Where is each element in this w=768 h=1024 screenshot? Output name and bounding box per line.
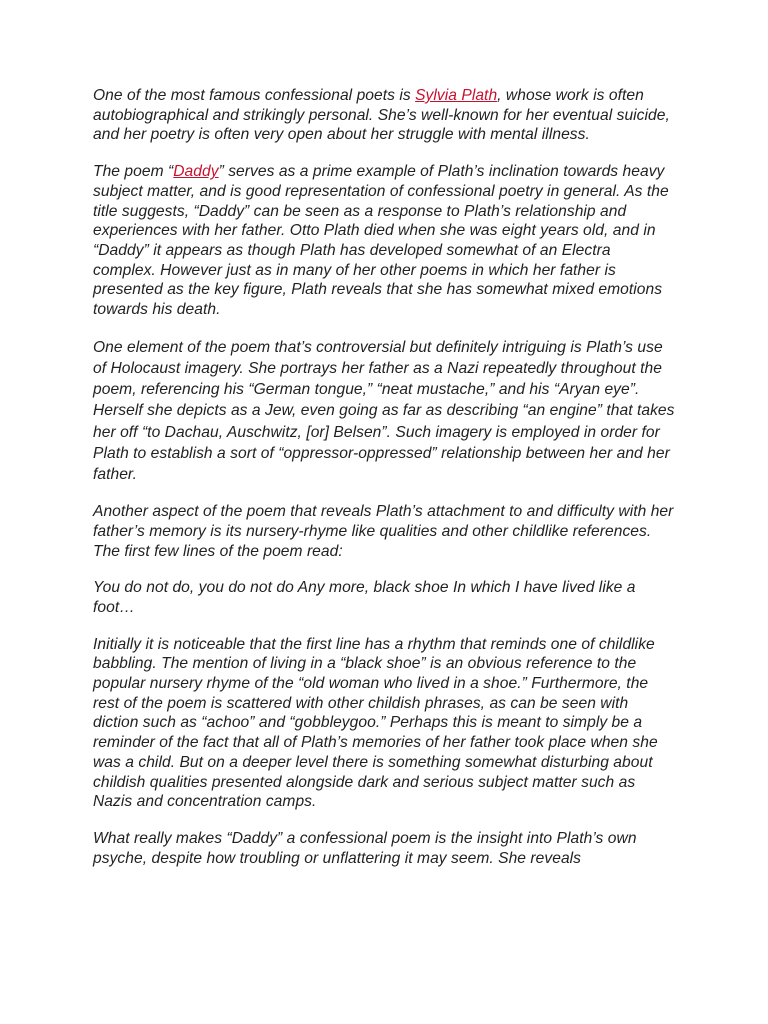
paragraph-daddy (93, 162, 675, 320)
paragraph-daddy-text-before: The poem “ (93, 163, 174, 181)
paragraph-intro (93, 86, 675, 145)
paragraph-daddy-text-after: ” serves as a prime example of Plath’s inclination towards heavy subject matter, and is good representation of confessional poetry in general. As the title suggests, “Daddy” can be seen as a response to Plath’s relationship and experiences with her father. Otto Plath died when she was eight years old, and in “Daddy” it appears as though Plath has developed somewhat of an Electra complex. However just as in many of her other poems in which her father is presented as the key figure, Plath reveals that she has somewhat mixed emotions towards his death. (93, 163, 669, 319)
sylvia-plath-link[interactable]: Sylvia Plath (415, 87, 498, 104)
daddy-link[interactable]: Daddy (173, 163, 219, 181)
paragraph-intro-text-after: , whose work is often autobiographical and strikingly personal. She’s well-known for her eventual suicide, and her poetry is often very open about her struggle with mental illness. (93, 87, 670, 144)
paragraph-holocaust-imagery: One element of the poem that’s controversial but definitely intriguing is Plath’s use of Holocaust imagery. She portrays her father as a Nazi repeatedly throughout the poem, referencing his “German tongue,” “neat mustache,” and his “Aryan eye”. Herself she depicts as a Jew, even going as far as describing “an engine” that takes her off “to Dachau, Auschwitz, [or] Belsen”. Such imagery is employed in order for Plath to establish a sort of “oppressor-oppressed” relationship between her and her father. (93, 338, 675, 483)
paragraph-confessional: What really makes “Daddy” a confessional poem is the insight into Plath’s own psyche, despite how troubling or unflattering it may seem. She reveals (93, 830, 637, 867)
paragraph-nursery-rhyme: Another aspect of the poem that reveals Plath’s attachment to and difficulty with her father’s memory is its nursery-rhyme like qualities and other childlike references. The first few lines of the poem read: (93, 503, 674, 560)
paragraph-childlike-babbling: Initially it is noticeable that the first line has a rhythm that reminds one of childlike babbling. The mention of living in a “black shoe” is an obvious reference to the popular nursery rhyme of the “old woman who lived in a shoe.” Furthermore, the rest of the poem is scattered with other childish phrases, as can be seen with diction such as “achoo” and “gobbleygoo.” Perhaps this is meant to simply be a reminder of the fact that all of Plath’s memories of her father took place when she was a child. But on a deeper level there is something somewhat disturbing about childish qualities presented alongside dark and serious subject matter such as Nazis and concentration camps. (93, 635, 658, 811)
poem-quote: You do not do, you do not do Any more, black shoe In which I have lived like a foot… (93, 579, 636, 616)
document-body (93, 86, 675, 885)
paragraph-intro-text-before: One of the most famous confessional poets is (93, 87, 416, 104)
